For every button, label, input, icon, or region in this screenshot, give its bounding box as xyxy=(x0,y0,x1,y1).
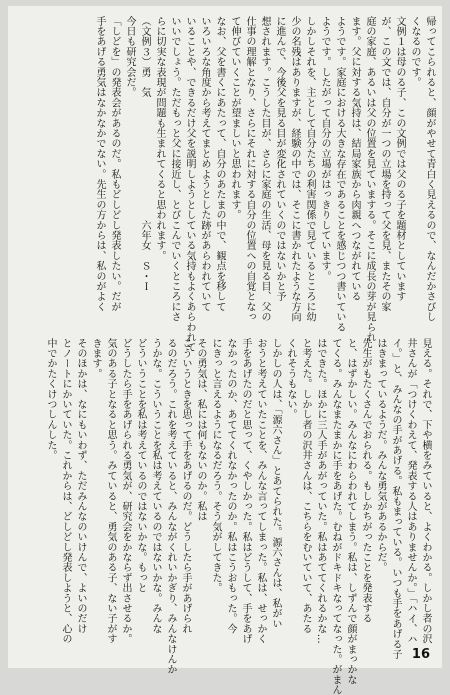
upper-text-block xyxy=(32,16,437,353)
text-column: くれそうもない。 xyxy=(285,338,296,420)
text-column: いろいろな角度から考えてまとめようとした跡があらわれていて xyxy=(199,16,210,312)
text-column: はきまっているようだ。みんな勇気があるからだ。 xyxy=(375,338,386,573)
text-column: 文例１は母のる子、この文例では父のる子を題材としています xyxy=(394,16,405,302)
text-column: 想されます。こうした目が、さらに家庭の生活、母を見る目、父の xyxy=(259,16,270,322)
text-column: しかしの人は、「源六さん」とあてられた。源六さんは、私がい xyxy=(270,338,281,629)
text-column: くなるのです。 xyxy=(409,16,420,88)
text-column: （文例３）勇 気 六年女 Ｓ・Ｉ xyxy=(139,16,150,292)
text-column: なお、父を書くにあたって、自分のあたまの中で、観点を移して xyxy=(214,16,225,312)
text-column: て伸びていくことが望ましいと思われます。 xyxy=(229,16,240,220)
text-column: しかしそれを、主として自分たちの利害関係で見ているところに幼 xyxy=(304,16,315,322)
text-column: とノートにかいていた。これからは、どしどし発表しようと、心の xyxy=(60,338,71,644)
text-column: と、はずかしい。みんなにわらわれてしまう。私は、しずんで顔がまっかな xyxy=(345,338,356,685)
text-column: おうと考えていたことを、みんな言ってしまった。私は、せっかく xyxy=(255,338,266,644)
text-column: はできた。ほかに三人手があがっていた。私はあててくれるかな… xyxy=(315,338,326,644)
text-column: その勇気は、私には何もないのか。私は xyxy=(195,338,206,522)
text-column: 気のある子となると思う。みていると、勇気のある子、ない子がす xyxy=(105,338,116,644)
text-column: こういうときを思って手をあげるのだ。どうしたら手があげられ xyxy=(180,338,191,634)
text-column: 今日も研究会だ。 xyxy=(124,16,135,98)
text-column: にきっと言えるようになるだろう。そう気がしてきた。 xyxy=(210,338,221,593)
text-column: に進んで、今後父を見る目が変化されていくのではないかと予 xyxy=(274,16,285,302)
text-column: いることや、できるだけ父を説明しようとしている気持もよくあらわれて xyxy=(184,16,195,353)
text-column: 帰ってこられると、顔がやせて青白く見えるので、なんだかさびし xyxy=(424,16,435,322)
text-column: 仕事の理解となり、さらにそれに対する自分の位置への自覚となっ xyxy=(244,16,255,322)
text-column: と考えた。しかし者の沢井さんは、こちらをむいていて、あたる xyxy=(300,338,311,634)
text-column: 井さんが「つけくわえて、発表する人はありませんか。」「ハイ、ハ xyxy=(405,338,416,645)
text-column: が、この文では、自分が一つの立場を持って父を見、またその家 xyxy=(379,16,390,312)
text-column: 庭の家庭、あるいは父の位置を見ていまする。そこに成長の芽が見られ xyxy=(364,16,375,343)
text-column: 先生がもたくさんでおられる。もしかちがったことを発表する xyxy=(360,338,371,624)
text-column: そのほかは、なにもいわず、ただみんなのいけんで、よいのだけ xyxy=(75,338,86,634)
text-column: ようです。したがって自分の立場がはっきりしています。 xyxy=(319,16,330,282)
text-column: 中でかたくけつしんした。 xyxy=(45,338,56,461)
text-column: 「しどを」の発表会があるのだ。私もどしどし発表したい。だが xyxy=(109,16,120,312)
text-column: うかな。こういうことを私は考えているのではないかな。みんな xyxy=(150,338,161,634)
text-column: どうしたら手をあげられる勇気が、研究会をかならず出させるか。 xyxy=(120,338,131,644)
text-column: てくる。みんなまたまかに手をあげた。むねがドキドキなってなった。がまん xyxy=(330,338,341,695)
text-column: イ。」と、みんなの手があげる。私もまっている。いつも手をあげる子 xyxy=(390,338,401,660)
document-page xyxy=(8,6,442,695)
text-column: 見える。それで、下や横をみていると、よくわかる。しかし者の沢 xyxy=(420,338,431,644)
page-number: 16 xyxy=(411,647,430,662)
text-column: らに切実な表現が問題も生まれてくると思われます。 xyxy=(154,16,165,261)
text-column: るのだろう。これを考えていると、みんながくれいかぎり、みんなけんか xyxy=(165,338,176,675)
text-column: 手をあげる勇気はなかなかでない。先生の方からは、私のがよく xyxy=(94,16,105,312)
text-column: いいでしょう。ただもっと父に接近し、とびこんでいくところにさ xyxy=(169,16,180,322)
text-column: どういうことを私は考えているのではないかな。もっと xyxy=(135,338,146,593)
text-column: なかったのか、あててくれなかったのか。私はこうおもった。今 xyxy=(225,338,236,634)
text-column: 手をあげたのだと思って、くやしかった。私はどうして、手をあげ xyxy=(240,338,251,644)
text-column: ます。父に対する気持は、結局家族から肉親へつながれている xyxy=(349,16,360,302)
text-column: ようです。家庭における大きな存在であることを感じつつ書いている xyxy=(334,16,345,333)
text-column: きます。 xyxy=(90,338,101,379)
text-column: 少の名残はありますが、経験の中では、そこに書かれたような方向 xyxy=(289,16,300,322)
